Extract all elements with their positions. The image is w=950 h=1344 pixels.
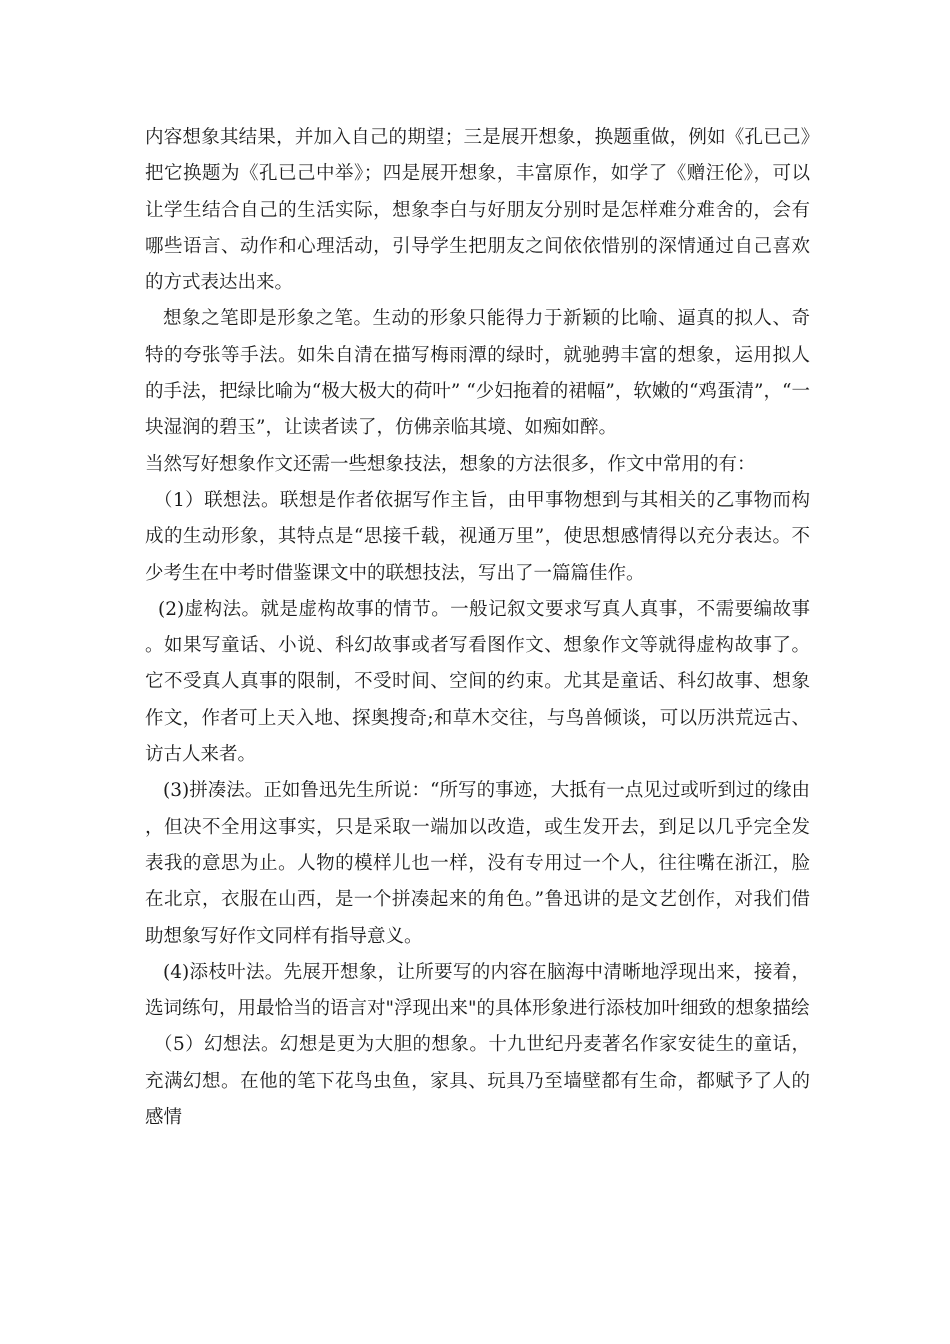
paragraph-imagery: 想象之笔即是形象之笔。生动的形象只能得力于新颖的比喻、逼真的拟人、奇特的夸张等手法。如朱自清在描写梅雨潭的绿时，就驰骋丰富的想象，运用拟人的手法，把绿比喻为“极大极大的荷叶” “少妇拖着的裙幅”，软嫩的“鸡蛋清”，“一块湿润的碧玉”，让读者读了，仿佛亲临其境、如痴如醉。	[145, 308, 810, 439]
paragraph-fantasy-method: （5）幻想法。幻想是更为大胆的想象。十九世纪丹麦著名作家安徒生的童话，充满幻想。在他的笔下花鸟虫鱼，家具、玩具乃至墙壁都有生命，都赋予了人的感情	[145, 1034, 810, 1129]
body-text	[145, 120, 810, 1136]
paragraph-association-method: （1）联想法。联想是作者依据写作主旨，由甲事物想到与其相关的乙事物而构成的生动形象，其特点是“思接千载，视通万里”，使思想感情得以充分表达。不少考生在中考时借鉴课文中的联想技法，写出了一篇篇佳作。	[145, 489, 810, 584]
paragraph-continuation: 内容想象其结果，并加入自己的期望；三是展开想象，换题重做，例如《孔已己》把它换题为《孔已己中举》；四是展开想象，丰富原作，如学了《赠汪伦》，可以让学生结合自己的生活实际，想象李白与好朋友分别时是怎样难分难舍的，会有哪些语言、动作和心理活动，引导学生把朋友之间依依惜别的深情通过自己喜欢的方式表达出来。	[145, 127, 810, 294]
paragraph-fiction-method: (2)虚构法。就是虚构故事的情节。一般记叙文要求写真人真事，不需要编故事。如果写童话、小说、科幻故事或者写看图作文、想象作文等就得虚构故事了。它不受真人真事的限制，不受时间、空间的约束。尤其是童话、科幻故事、想象作文，作者可上天入地、探奥搜奇;和草木交往，与鸟兽倾谈，可以历洪荒远古、访古人来者。	[145, 598, 810, 766]
paragraph-embellishment-method: (4)添枝叶法。先展开想象，让所要写的内容在脑海中清晰地浮现出来，接着，选词练句，用最恰当的语言对"浮现出来"的具体形象进行添枝加叶细致的想象描绘	[145, 961, 810, 1020]
paragraph-patchwork-method: (3)拼凑法。正如鲁迅先生所说：“所写的事迹，大抵有一点见过或听到过的缘由，但决不全用这事实，只是采取一端加以改造，或生发开去，到足以几乎完全发表我的意思为止。人物的模样儿也一样，没有专用过一个人，往往嘴在浙江，脸在北京，衣服在山西，是一个拼凑起来的角色。”鲁迅讲的是文艺创作，对我们借助想象写好作文同样有指导意义。	[145, 780, 810, 947]
paragraph-techniques-intro: 当然写好想象作文还需一些想象技法，想象的方法很多，作文中常用的有：	[145, 453, 756, 475]
